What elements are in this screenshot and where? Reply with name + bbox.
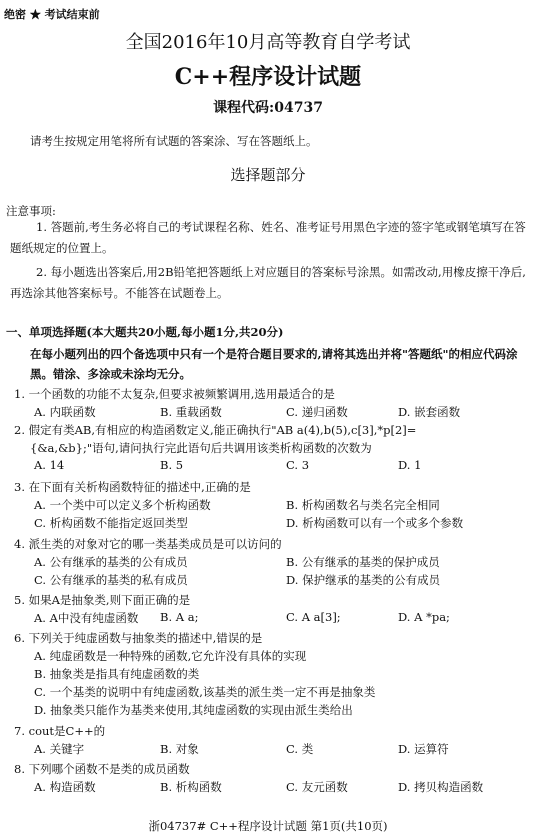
option: D. 拷贝构造函数 (398, 780, 484, 794)
option: D. 保护继承的基类的公有成员 (286, 573, 441, 587)
question-stem: 7. cout是C++的 (14, 724, 106, 738)
option: B. A a; (160, 610, 199, 624)
option: C. 3 (286, 458, 310, 472)
option: C. 友元函数 (286, 780, 348, 794)
option: A. 关键字 (34, 742, 85, 756)
question-stem: 2. 假定有类AB,有相应的构造函数定义,能正确执行"AB a(4),b(5),c[3],*p[2]= (14, 423, 417, 437)
option: D. 运算符 (398, 742, 449, 756)
option: D. 嵌套函数 (398, 405, 461, 419)
paper-title: C++程序设计试题 (174, 64, 362, 90)
option: C. 一个基类的说明中有纯虚函数,该基类的派生类一定不再是抽象类 (34, 685, 376, 699)
question-stem: 3. 在下面有关析构函数特征的描述中,正确的是 (14, 480, 251, 494)
option: A. 公有继承的基类的公有成员 (34, 555, 188, 569)
question-stem: 6. 下列关于纯虚函数与抽象类的描述中,错误的是 (14, 631, 263, 645)
option: A. 14 (34, 458, 65, 472)
part-instruction: 在每小题列出的四个备选项中只有一个是符合题目要求的,请将其选出并将"答题纸"的相应代码涂黑。错涂、多涂或未涂均无分。 (30, 347, 518, 381)
option: A. 一个类中可以定义多个析构函数 (34, 498, 211, 512)
question-stem: 4. 派生类的对象对它的哪一类基类成员是可以访问的 (14, 537, 282, 551)
part-heading: 一、单项选择题(本大题共20小题,每小题1分,共20分) (6, 325, 284, 339)
option: A. 构造函数 (34, 780, 96, 794)
section-title: 选择题部分 (230, 166, 306, 184)
note-item: 1. 答题前,考生务必将自己的考试课程名称、姓名、准考证号用黑色字迹的签字笔或钢笔填写在答题纸规定的位置上。 (10, 220, 526, 255)
option: B. 5 (160, 458, 184, 472)
question-stem: 8. 下列哪个函数不是类的成员函数 (14, 762, 190, 776)
notes-heading: 注意事项: (6, 204, 56, 218)
option: C. 公有继承的基类的私有成员 (34, 573, 188, 587)
option: C. 类 (286, 742, 314, 756)
option: B. 对象 (160, 742, 199, 756)
option: D. 抽象类只能作为基类来使用,其纯虚函数的实现由派生类给出 (34, 703, 353, 717)
page-footer: 浙04737# C++程序设计试题 第1页(共10页) (148, 819, 388, 833)
option: A. A中没有纯虚函数 (34, 611, 139, 625)
option: B. 析构函数 (160, 780, 222, 794)
answer-instruction: 请考生按规定用笔将所有试题的答案涂、写在答题纸上。 (30, 134, 318, 148)
option: B. 析构函数名与类名完全相同 (286, 498, 440, 512)
question-stem: 5. 如果A是抽象类,则下面正确的是 (14, 593, 191, 607)
exam-title: 全国2016年10月高等教育自学考试 (125, 32, 411, 53)
option: D. 析构函数可以有一个或多个参数 (286, 516, 464, 530)
note-item: 2. 每小题选出答案后,用2B铅笔把答题纸上对应题目的答案标号涂黑。如需改动,用橡皮擦干净后,再选涂其他答案标号。不能答在试题卷上。 (10, 265, 526, 300)
option: B. 抽象类是指具有纯虚函数的类 (34, 667, 200, 681)
question-stem-continuation: {&a,&b};"语句,请问执行完此语句后共调用该类析构函数的次数为 (30, 441, 372, 455)
option: A. 纯虚函数是一种特殊的函数,它允许没有具体的实现 (34, 649, 307, 663)
option: C. 析构函数不能指定返回类型 (34, 516, 188, 530)
option: D. A *pa; (398, 610, 450, 624)
option: B. 重载函数 (160, 405, 222, 419)
option: D. 1 (398, 458, 422, 472)
option: A. 内联函数 (34, 405, 96, 419)
option: C. 递归函数 (286, 405, 348, 419)
secret-label: 绝密 ★ 考试结束前 (4, 8, 100, 21)
question-stem: 1. 一个函数的功能不太复杂,但要求被频繁调用,选用最适合的是 (14, 387, 335, 401)
course-code: 课程代码:04737 (213, 100, 323, 116)
option: B. 公有继承的基类的保护成员 (286, 555, 440, 569)
option: C. A a[3]; (286, 610, 341, 624)
